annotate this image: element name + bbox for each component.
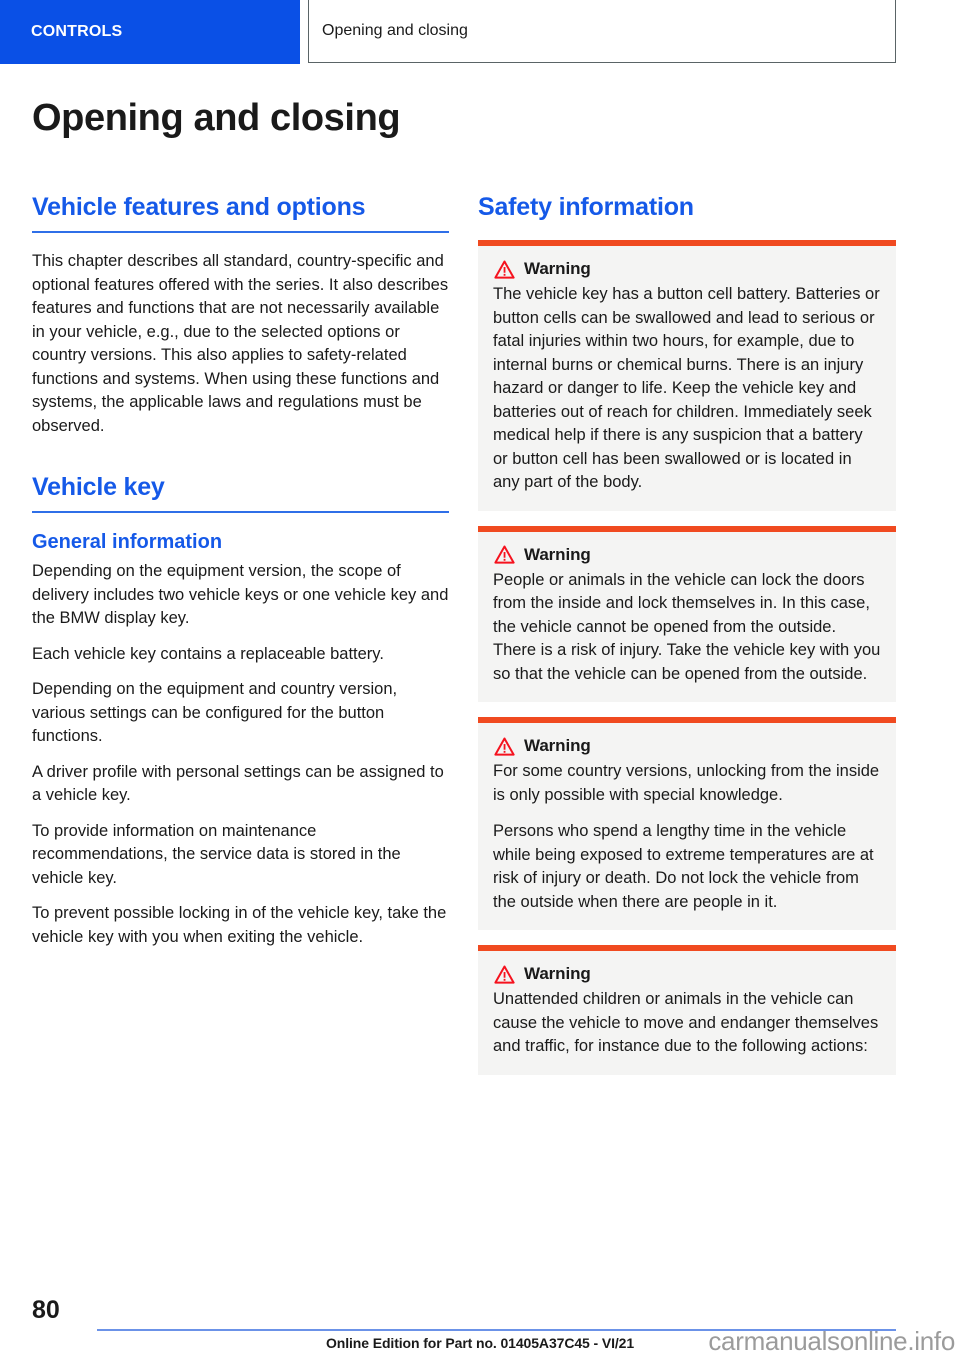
paragraph: Depending on the equipment and country version, various settings can be configured for the button functions. — [32, 680, 398, 745]
warning-triangle-icon — [494, 737, 515, 756]
paragraph: Each vehicle key contains a replaceable battery. — [32, 644, 384, 663]
warning-box — [478, 717, 896, 930]
right-column — [478, 192, 896, 1090]
header-chapter-tab — [0, 0, 300, 64]
watermark: carmanualsonline.info — [708, 1326, 955, 1356]
warning-title: Warning — [524, 736, 591, 755]
paragraph: This chapter describes all standard, country-specific and optional features offered with the series. It also describes features and functions that are not necessarily available in your vehicle, e.g., due to the selected options or country versions. This also applies to safety-related functions and systems. When using these functions and systems, the applicable laws and regulations must be observed. — [32, 252, 449, 435]
paragraph: For some country versions, unlocking from the inside is only possible with special knowledge. — [493, 762, 880, 804]
section-heading-vehicle-features: Vehicle features and options — [32, 193, 366, 221]
warning-header — [493, 259, 881, 279]
warning-triangle-icon — [494, 260, 515, 279]
warning-header — [493, 736, 881, 756]
subsection-heading-general-information: General information — [32, 531, 223, 553]
paragraph: Depending on the equipment version, the scope of delivery includes two vehicle keys or one vehicle key and the BMW display key. — [32, 562, 449, 627]
paragraph: Persons who spend a lengthy time in the vehicle while being exposed to extreme temperatures are at risk of injury or death. Do not lock the vehicle from the outside when there are people in it. — [493, 822, 874, 911]
heading-rule — [32, 231, 449, 233]
header-section-box — [308, 0, 896, 63]
paragraph: To provide information on maintenance recommendations, the service data is stored in the vehicle key. — [32, 821, 401, 887]
paragraph: To prevent possible locking in of the vehicle key, take the vehicle key with you when exiting the vehicle. — [32, 904, 447, 946]
warning-header — [493, 964, 881, 984]
paragraph: A driver profile with personal settings can be assigned to a vehicle key. — [32, 762, 444, 804]
warning-box — [478, 240, 896, 511]
header-section-label: Opening and closing — [322, 22, 468, 39]
warning-triangle-icon — [494, 545, 515, 564]
section-heading-vehicle-key: Vehicle key — [32, 473, 165, 501]
paragraph: Unattended children or animals in the vehicle can cause the vehicle to move and endanger themselves and traffic, for instance due to the following actions: — [493, 990, 879, 1055]
warning-box — [478, 526, 896, 703]
warning-triangle-icon — [494, 965, 515, 984]
section-heading-safety-information: Safety information — [478, 193, 694, 221]
page-number: 80 — [32, 1296, 60, 1324]
paragraph: The vehicle key has a button cell battery. Batteries or button cells can be swallowed and lead to serious or fatal injuries within two hours, for example, due to internal burns or chemical burns. There is an injury hazard or danger to life. Keep the vehicle key and batteries out of reach for children. Immediately seek medical help if there is any suspicion that a battery or button cell has been swallowed or is located in any part of the body. — [493, 285, 880, 491]
warning-title: Warning — [524, 544, 591, 564]
page-title: Opening and closing — [32, 97, 401, 139]
warning-title: Warning — [524, 964, 591, 983]
heading-rule — [32, 511, 449, 513]
running-header — [0, 0, 960, 66]
warning-box — [478, 945, 896, 1075]
warning-title: Warning — [524, 259, 591, 278]
footer-edition-text: Online Edition for Part no. 01405A37C45 - VI/21 — [325, 1335, 635, 1351]
paragraph: People or animals in the vehicle can lock the doors from the inside and lock themselves in. In this case, the vehicle cannot be opened from the outside. There is a risk of injury. Take the vehicle key with you so that the vehicle can be opened from the outside. — [493, 570, 881, 683]
warning-header — [493, 545, 881, 565]
left-column — [32, 192, 449, 949]
header-chapter-label: CONTROLS — [31, 23, 123, 40]
